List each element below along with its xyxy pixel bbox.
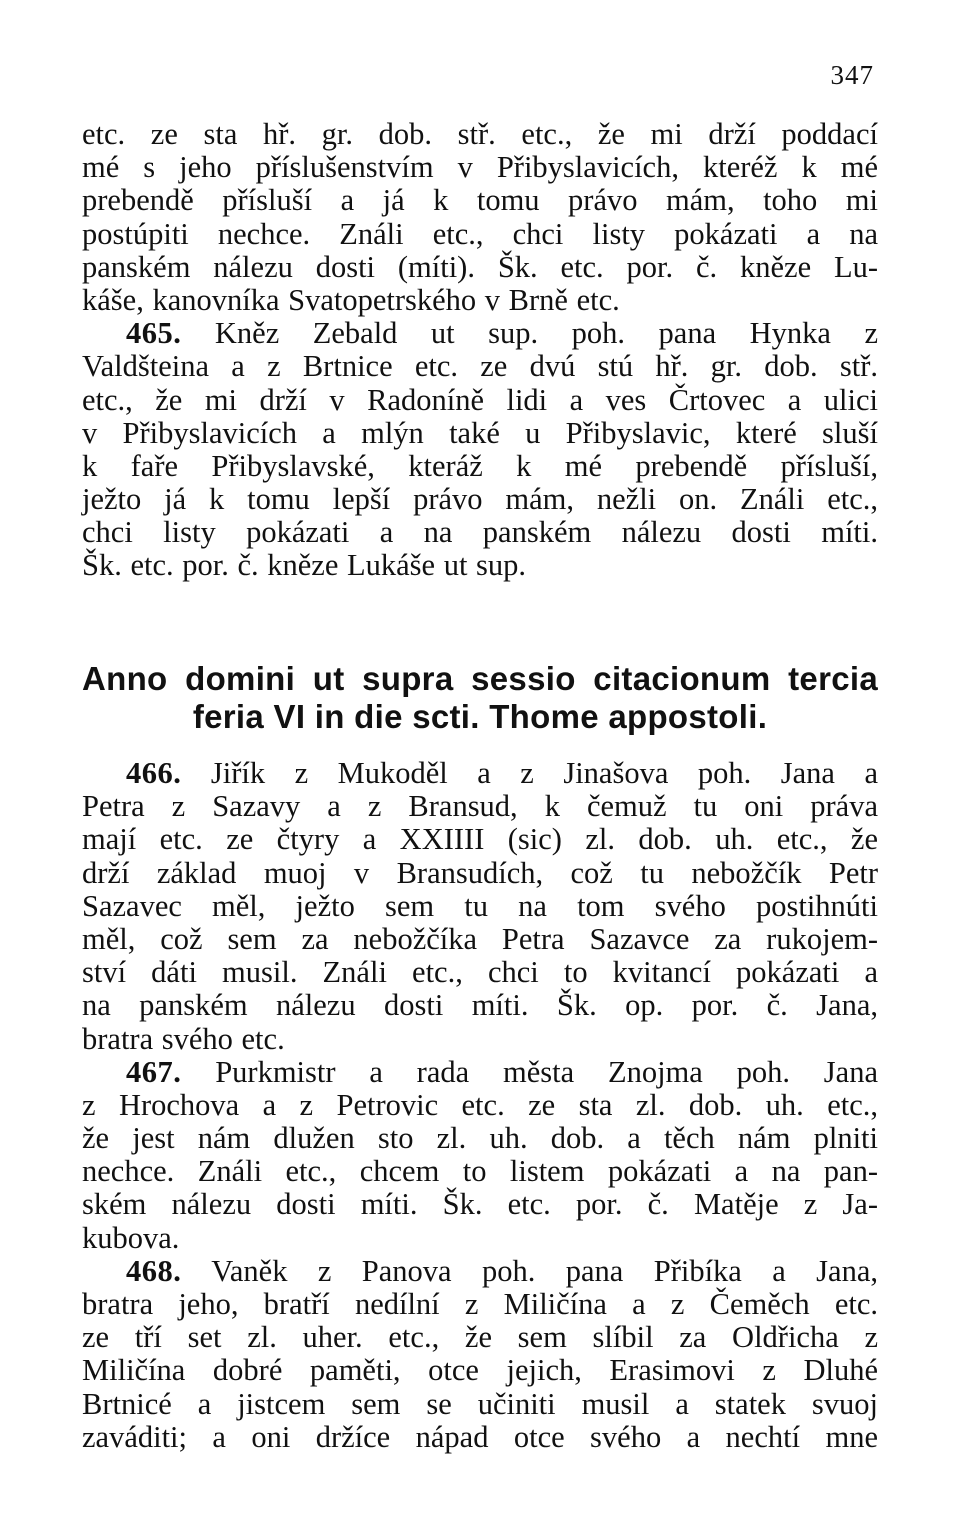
text-line: kubova. bbox=[82, 1220, 180, 1255]
text-line: prebendě přísluší a já k tomu právo mám, toho mi bbox=[82, 183, 878, 218]
entry-number-468: 468. bbox=[126, 1253, 182, 1288]
text-line: postúpiti nechce. Ználi etc., chci listy pokázati a na bbox=[82, 216, 878, 251]
text-line: v Přibyslavicích a mlýn také u Přibyslavic, které sluší bbox=[82, 415, 878, 450]
text-line: ství dáti musil. Ználi etc., chci to kvitancí pokázati a bbox=[82, 955, 878, 990]
text-line: mé s jeho příslušenstvím v Přibyslavicích, kteréž k mé bbox=[82, 150, 878, 185]
entry-number-467: 467. bbox=[126, 1054, 182, 1089]
text-line: Miličína dobré paměti, otce jejich, Erasimovi z Dluhé bbox=[82, 1353, 878, 1388]
text-block-entries-464-465 bbox=[82, 118, 878, 583]
entry-466-first-line bbox=[82, 757, 878, 790]
session-heading-line-1: Anno domini ut supra sessio citacionum tercia bbox=[82, 660, 878, 697]
text-line: bratra jeho, bratří nedílní z Miličína a z Čeměch etc. bbox=[82, 1287, 878, 1321]
text-line: chci listy pokázati a na panském nálezu dosti míti. bbox=[82, 515, 878, 550]
session-heading-line-2: feria VI in die scti. Thome appostoli. bbox=[192, 698, 768, 735]
session-heading bbox=[82, 660, 878, 736]
text-line: bratra svého etc. bbox=[82, 1021, 285, 1056]
text-line: že jest nám dlužen sto zl. uh. dob. a těch nám plniti bbox=[82, 1121, 878, 1156]
entry-number-466: 466. bbox=[126, 756, 182, 790]
text-line: ježto já k tomu lepší právo mám, nežli on. Ználi etc., bbox=[82, 482, 878, 517]
text-line: mají etc. ze čtyry a XXIIII (sic) zl. dob. uh. etc., že bbox=[82, 822, 878, 857]
text-line: z Hrochova a z Petrovic etc. ze sta zl. dob. uh. etc., bbox=[82, 1087, 878, 1122]
text-line: měl, což sem za nebožčíka Petra Sazavce za rukojem- bbox=[82, 921, 878, 956]
entry-467-first-line bbox=[82, 1056, 878, 1089]
entry-465-text: Kněz Zebald ut sup. poh. pana Hynka z bbox=[214, 316, 878, 351]
text-line: ském nálezu dosti míti. Šk. etc. por. č. Matěje z Ja- bbox=[82, 1187, 878, 1222]
entry-468-text: Vaněk z Panova poh. pana Přibíka a Jana, bbox=[211, 1253, 878, 1288]
text-line: káše, kanovníka Svatopetrského v Brně etc. bbox=[82, 282, 620, 317]
text-line: Sazavec měl, ježto sem tu na tom svého postihnúti bbox=[82, 888, 878, 923]
entry-468-first-line bbox=[82, 1255, 878, 1288]
text-line: zaváditi; a oni držíce nápad otce svého a nechtí mne bbox=[82, 1419, 878, 1454]
text-line: panském nálezu dosti (míti). Šk. etc. por. č. kněze Lu- bbox=[82, 249, 878, 284]
text-line: nechce. Ználi etc., chcem to listem pokázati a na pan- bbox=[82, 1154, 878, 1189]
text-line: etc. ze sta hř. gr. dob. stř. etc., že mi drží poddací bbox=[82, 117, 878, 151]
text-line: na panském nálezu dosti míti. Šk. op. por. č. Jana, bbox=[82, 988, 878, 1023]
text-line: Valdšteina a z Brtnice etc. ze dvú stú hř. gr. dob. stř. bbox=[82, 349, 878, 384]
document-page bbox=[82, 0, 878, 1534]
text-line: Petra z Sazavy a z Bransud, k čemuž tu oni práva bbox=[82, 789, 878, 824]
text-line: etc., že mi drží v Radoníně lidi a ves Črtovec a ulici bbox=[82, 382, 878, 417]
text-line: Šk. etc. por. č. kněze Lukáše ut sup. bbox=[82, 548, 527, 583]
entry-467-text: Purkmistr a rada města Znojma poh. Jana bbox=[215, 1054, 879, 1089]
text-line: drží základ muoj v Bransudích, což tu nebožčík Petr bbox=[82, 855, 878, 890]
text-line: Brtnicé a jistcem sem se učiniti musil a statek svuoj bbox=[82, 1386, 878, 1421]
text-line: ze tří set zl. uher. etc., že sem slíbil za Oldřicha z bbox=[82, 1320, 878, 1355]
text-block-entries-466-468 bbox=[82, 757, 878, 1454]
entry-number-465: 465. bbox=[126, 316, 182, 351]
page-number: 347 bbox=[830, 60, 874, 90]
text-line: k faře Přibyslavské, kteráž k mé prebendě přísluší, bbox=[82, 448, 878, 483]
entry-466-text: Jiřík z Mukoděl a z Jinašova poh. Jana a bbox=[210, 756, 878, 790]
entry-465-first-line bbox=[82, 317, 878, 350]
